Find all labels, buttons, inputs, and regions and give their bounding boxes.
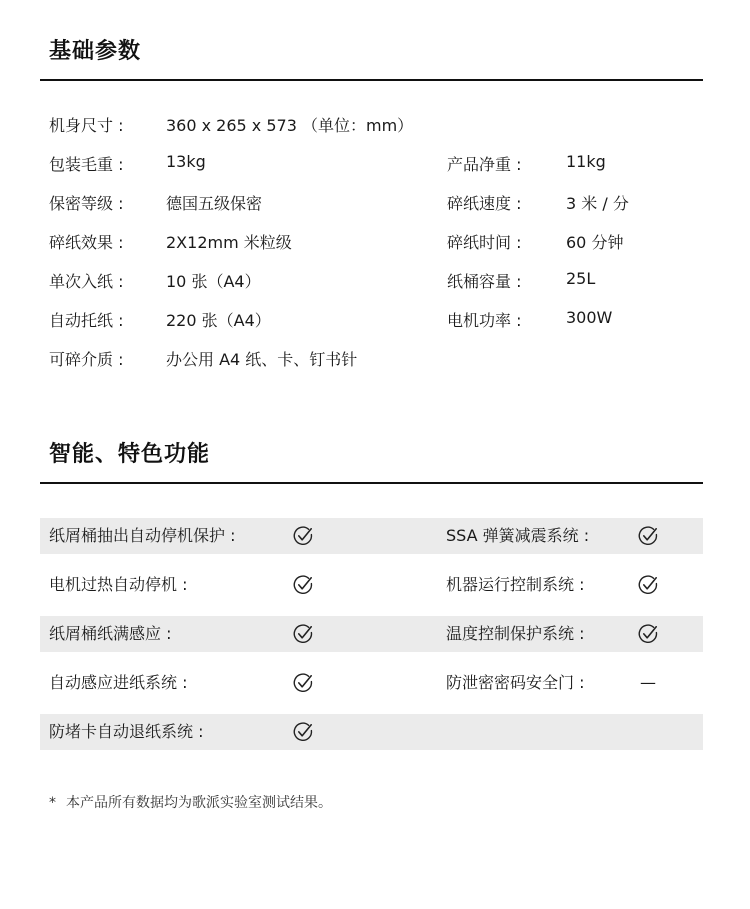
spec-value-media: 办公用 A4 纸、卡、钉书针 — [166, 350, 358, 369]
spec-value-bin-capacity: 25L — [566, 269, 596, 288]
feature-label: 防堵卡自动退纸系统 : — [49, 722, 204, 741]
spec-value-shred-time: 60 分钟 — [566, 233, 624, 252]
check-icon — [292, 525, 314, 547]
feature-row — [40, 665, 703, 701]
spec-label-shred-time: 碎纸时间 : — [447, 233, 522, 252]
spec-value-shred-effect: 2X12mm 米粒级 — [166, 233, 292, 252]
spec-value-dimensions: 360 x 265 x 573 （单位：mm） — [166, 116, 414, 135]
spec-label-dimensions: 机身尺寸 : — [49, 116, 124, 135]
spec-label-gross-weight: 包装毛重 : — [49, 155, 124, 174]
spec-label-motor-power: 电机功率 : — [447, 311, 522, 330]
features-divider — [40, 482, 703, 484]
spec-value-sheet-capacity: 10 张（A4） — [166, 272, 261, 291]
spec-value-auto-feed: 220 张（A4） — [166, 311, 271, 330]
feature-label: 纸屑桶纸满感应 : — [49, 624, 172, 643]
feature-label: 纸屑桶抽出自动停机保护 : — [49, 526, 236, 545]
feature-label: 防泄密密码安全门 : — [446, 673, 585, 692]
spec-label-bin-capacity: 纸桶容量 : — [447, 272, 522, 291]
spec-label-shred-effect: 碎纸效果 : — [49, 233, 124, 252]
footnote-asterisk: * — [49, 795, 56, 811]
footnote — [49, 792, 332, 812]
spec-label-auto-feed: 自动托纸 : — [49, 311, 124, 330]
feature-row — [40, 616, 703, 652]
not-available-dash: — — [640, 673, 656, 692]
check-icon — [637, 623, 659, 645]
spec-value-net-weight: 11kg — [566, 152, 606, 171]
check-icon — [292, 721, 314, 743]
feature-label: 机器运行控制系统 : — [446, 575, 585, 594]
footnote-text: 本产品所有数据均为歌派实验室测试结果。 — [66, 795, 332, 811]
spec-label-net-weight: 产品净重 : — [447, 155, 522, 174]
feature-label: 自动感应进纸系统 : — [49, 673, 188, 692]
feature-row — [40, 714, 703, 750]
spec-label-media: 可碎介质 : — [49, 350, 124, 369]
basic-params-divider — [40, 79, 703, 81]
spec-label-shred-speed: 碎纸速度 : — [447, 194, 522, 213]
spec-label-security-level: 保密等级 : — [49, 194, 124, 213]
spec-value-security-level: 德国五级保密 — [166, 194, 263, 213]
feature-label: 电机过热自动停机 : — [49, 575, 188, 594]
spec-value-motor-power: 300W — [566, 308, 613, 327]
feature-row — [40, 518, 703, 554]
check-icon — [637, 574, 659, 596]
spec-value-shred-speed: 3 米 / 分 — [566, 194, 629, 213]
feature-label: SSA 弹簧减震系统 : — [446, 526, 590, 545]
check-icon — [292, 574, 314, 596]
basic-params-title: 基础参数 — [49, 39, 142, 64]
check-icon — [292, 672, 314, 694]
spec-value-gross-weight: 13kg — [166, 152, 206, 171]
feature-label: 温度控制保护系统 : — [446, 624, 585, 643]
check-icon — [637, 525, 659, 547]
check-icon — [292, 623, 314, 645]
features-title: 智能、特色功能 — [49, 442, 211, 467]
feature-row — [40, 567, 703, 603]
spec-label-sheet-capacity: 单次入纸 : — [49, 272, 124, 291]
